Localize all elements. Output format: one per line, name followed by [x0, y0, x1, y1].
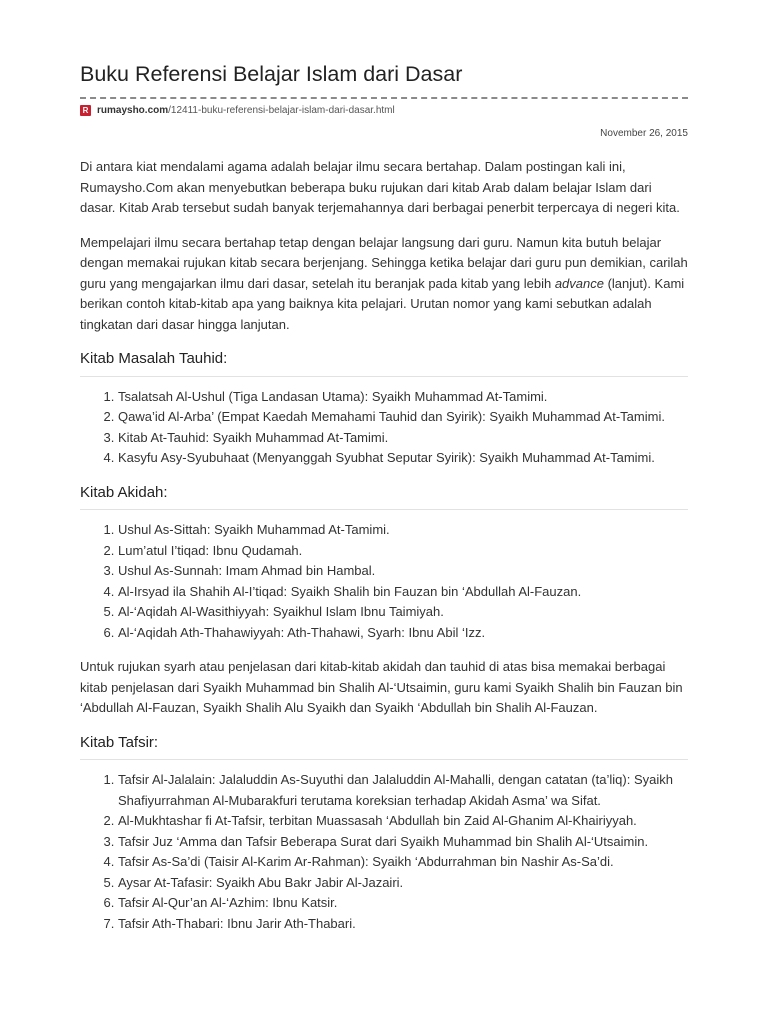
- second-paragraph: [80, 233, 688, 336]
- list-item: 4. Kasyfu Asy-Syubuhaat (Menyanggah Syubhat Seputar Syirik): Syaikh Muhammad At-Tamimi.: [118, 448, 688, 469]
- dashed-divider: [80, 97, 688, 99]
- intro-paragraph: Di antara kiat mendalami agama adalah belajar ilmu secara bertahap. Dalam postingan kali ini, Rumaysho.Com akan menyebutkan beberapa buku rujukan dari kitab Arab dalam belajar Islam dari dasar. Kitab Arab tersebut sudah banyak terjemahannya dari berbagai penerbit terpercaya di negeri kita.: [80, 159, 680, 215]
- section-heading-tauhid: Kitab Masalah Tauhid:: [80, 349, 688, 377]
- list-item: 5. Aysar At-Tafasir: Syaikh Abu Bakr Jabir Al-Jazairi.: [118, 873, 688, 894]
- list-item: 3. Tafsir Juz ‘Amma dan Tafsir Beberapa Surat dari Syaikh Muhammad bin Shalih Al-‘Utsaimin.: [118, 832, 688, 853]
- list-tauhid: [80, 387, 688, 469]
- advance-term: advance: [554, 275, 604, 291]
- site-logo-icon: R: [80, 105, 91, 116]
- list-item: 3. Kitab At-Tauhid: Syaikh Muhammad At-Tamimi.: [118, 428, 688, 449]
- section-heading-tafsir: Kitab Tafsir:: [80, 733, 688, 761]
- source-domain[interactable]: rumaysho.com: [97, 105, 169, 116]
- syarh-paragraph: Untuk rujukan syarh atau penjelasan dari kitab-kitab akidah dan tauhid di atas bisa memakai berbagai kitab penjelasan dari Syaikh Muhammad bin Shalih Al-‘Utsaimin, guru kami Syaikh Shalih bin Fauzan bin ‘Abdullah Al-Fauzan, Syaikh Shalih Alu Syaikh dan Syaikh ‘Abdullah bin Shalih Al-Fauzan.: [80, 659, 683, 715]
- second-paragraph-part-b: (lanjut). Kami berikan contoh kitab-kitab apa yang baiknya kita pelajari. Urutan nomor yang kami sebutkan adalah tingkatan dari dasar hingga lanjutan.: [80, 275, 685, 332]
- list-item: 1. Ushul As-Sittah: Syaikh Muhammad At-Tamimi.: [118, 520, 688, 541]
- list-item: 4. Al-Irsyad ila Shahih Al-I’tiqad: Syaikh Shalih bin Fauzan bin ‘Abdullah Al-Fauzan.: [118, 582, 688, 603]
- list-item: 6. Tafsir Al-Qur’an Al-‘Azhim: Ibnu Katsir.: [118, 893, 688, 914]
- list-item: 2. Al-Mukhtashar fi At-Tafsir, terbitan Muassasah ‘Abdullah bin Zaid Al-Ghanim Al-Khairiyyah.: [118, 811, 688, 832]
- source-path[interactable]: /12411-buku-referensi-belajar-islam-dari-dasar.html: [168, 105, 395, 116]
- second-paragraph-part-a: Mempelajari ilmu secara bertahap tetap dengan belajar langsung dari guru. Namun kita butuh belajar dengan memakai rujukan kitab secara berjenjang. Sehingga ketika belajar dari guru pun demikian, carilah guru yang mengajarkan ilmu dari dasar, setelah itu beranjak pada kitab yang lebih: [80, 234, 688, 291]
- list-item: 3. Ushul As-Sunnah: Imam Ahmad bin Hambal.: [118, 561, 688, 582]
- source-link[interactable]: [80, 105, 395, 116]
- list-tafsir: [80, 770, 688, 934]
- list-item: 2. Qawa’id Al-Arba’ (Empat Kaedah Memahami Tauhid dan Syirik): Syaikh Muhammad At-Tamimi.: [118, 407, 688, 428]
- list-item: 4. Tafsir As-Sa’di (Taisir Al-Karim Ar-Rahman): Syaikh ‘Abdurrahman bin Nashir As-Sa’di.: [118, 852, 688, 873]
- list-item: 1. Tafsir Al-Jalalain: Jalaluddin As-Suyuthi dan Jalaluddin Al-Mahalli, dengan catatan (ta’liq): Syaikh Shafiyurrahman Al-Mubarakfuri terutama koreksian terhadap Akidah Asma’ wa Sifat.: [118, 770, 688, 811]
- list-akidah: [80, 520, 688, 643]
- list-item: 1. Tsalatsah Al-Ushul (Tiga Landasan Utama): Syaikh Muhammad At-Tamimi.: [118, 387, 688, 408]
- article-content: [80, 157, 688, 948]
- list-item: 5. Al-‘Aqidah Al-Wasithiyyah: Syaikhul Islam Ibnu Taimiyah.: [118, 602, 688, 623]
- section-heading-akidah: Kitab Akidah:: [80, 483, 688, 511]
- list-item: 6. Al-‘Aqidah Ath-Thahawiyyah: Ath-Thahawi, Syarh: Ibnu Abil ‘Izz.: [118, 623, 688, 644]
- post-date: November 26, 2015: [600, 128, 688, 139]
- list-item: 2. Lum’atul I’tiqad: Ibnu Qudamah.: [118, 541, 688, 562]
- list-item: 7. Tafsir Ath-Thabari: Ibnu Jarir Ath-Thabari.: [118, 914, 688, 935]
- article-title: Buku Referensi Belajar Islam dari Dasar: [80, 62, 463, 86]
